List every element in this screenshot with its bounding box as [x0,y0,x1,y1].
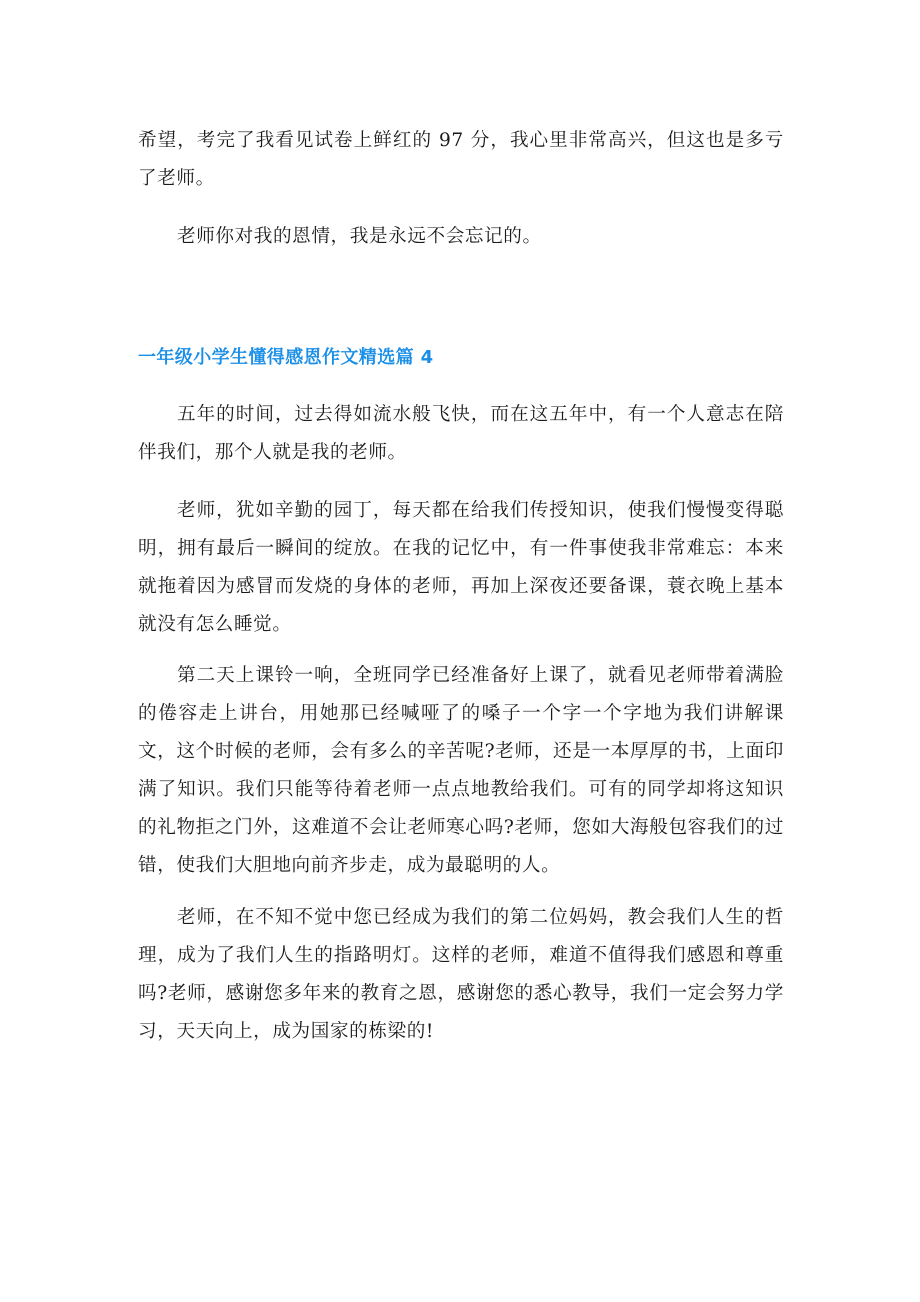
section-heading: 一年级小学生懂得感恩作文精选篇 4 [138,347,434,368]
section-paragraph-2: 老师，犹如辛勤的园丁，每天都在给我们传授知识，使我们慢慢变得聪明，拥有最后一瞬间的绽放。在我的记忆中，有一件事使我非常难忘：本来就拖着因为感冒而发烧的身体的老师，再加上深夜还要备课，蓑衣晚上基本就没有怎么睡觉。 [138,500,784,635]
section-paragraph-4: 老师，在不知不觉中您已经成为我们的第二位妈妈，教会我们人生的哲理，成为了我们人生的指路明灯。这样的老师，难道不值得我们感恩和尊重吗?老师，感谢您多年来的教育之恩，感谢您的悉心教导，我们一定会努力学习，天天向上，成为国家的栋梁的! [138,907,784,1042]
section-paragraph-3: 第二天上课铃一响，全班同学已经准备好上课了，就看见老师带着满脸的倦容走上讲台，用她那已经喊哑了的嗓子一个字一个字地为我们讲解课文，这个时候的老师，会有多么的辛苦呢?老师，还是一本厚厚的书，上面印满了知识。我们只能等待着老师一点点地教给我们。可有的同学却将这知识的礼物拒之门外，这难道不会让老师寒心吗?老师，您如大海般包容我们的过错，使我们大胆地向前齐步走，成为最聪明的人。 [138,665,784,876]
paragraph-gratitude-closing: 老师你对我的恩情，我是永远不会忘记的。 [177,226,542,247]
paragraph-continuation: 希望，考完了我看见试卷上鲜红的 97 分，我心里非常高兴，但这也是多亏了老师。 [138,130,784,189]
section-paragraph-1: 五年的时间，过去得如流水般飞快，而在这五年中，有一个人意志在陪伴我们，那个人就是我的老师。 [138,404,784,463]
